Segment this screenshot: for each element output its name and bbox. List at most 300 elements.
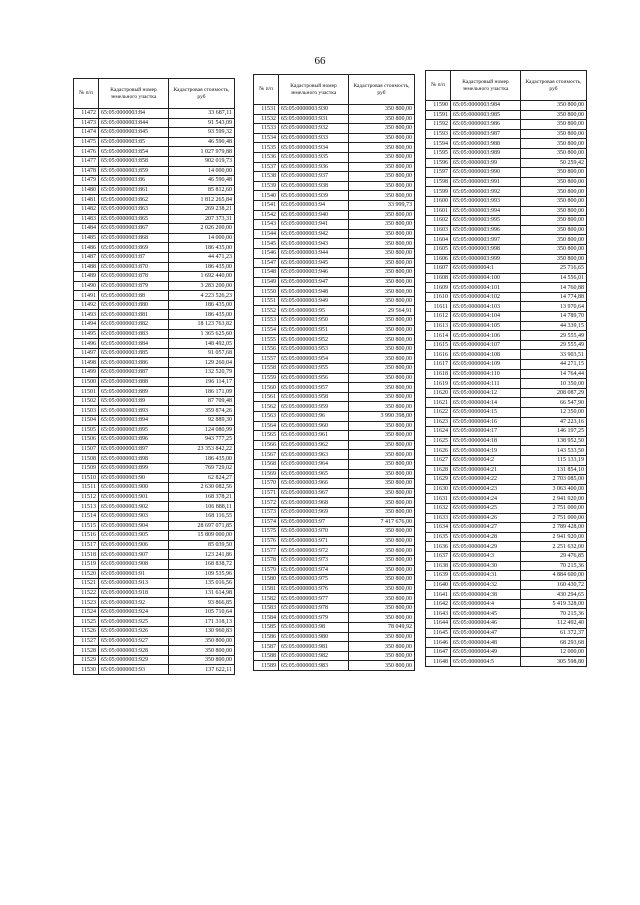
cadastral-number: 65:05:0000004:23 xyxy=(451,484,521,494)
row-number: 11573 xyxy=(254,507,279,517)
table-row xyxy=(74,598,235,608)
cadastral-number: 65:05:0000003:88 xyxy=(99,291,169,301)
cadastral-value: 115 133,19 xyxy=(521,455,587,465)
row-number: 11622 xyxy=(426,408,451,418)
row-number: 11482 xyxy=(74,204,99,214)
cadastral-value: 33 999,73 xyxy=(349,200,415,210)
row-number: 11527 xyxy=(74,636,99,646)
cadastral-value: 1 812 265,84 xyxy=(169,195,235,205)
table-row xyxy=(426,628,587,638)
row-number: 11514 xyxy=(74,511,99,521)
cadastral-number: 65:05:0000003:988 xyxy=(451,139,521,149)
row-number: 11575 xyxy=(254,527,279,537)
cadastral-value: 44 471,23 xyxy=(169,252,235,262)
table-row xyxy=(426,551,587,561)
cadastral-number: 65:05:0000003:976 xyxy=(279,584,349,594)
cadastral-number: 65:05:0000003:941 xyxy=(279,220,349,230)
row-number: 11586 xyxy=(254,632,279,642)
row-number: 11506 xyxy=(74,435,99,445)
row-number: 11607 xyxy=(426,264,451,274)
table-row xyxy=(426,542,587,552)
cadastral-number: 65:05:0000003:900 xyxy=(99,483,169,493)
cadastral-number: 65:05:0000003:989 xyxy=(451,148,521,158)
row-number: 11632 xyxy=(426,503,451,513)
cadastral-number: 65:05:0000003:957 xyxy=(279,383,349,393)
cadastral-value: 196 114,17 xyxy=(169,377,235,387)
row-number: 11582 xyxy=(254,594,279,604)
table-row xyxy=(426,312,587,322)
cadastral-value: 350 800,00 xyxy=(521,244,587,254)
cadastral-value: 350 800,00 xyxy=(349,114,415,124)
cadastral-table-2 xyxy=(253,74,415,671)
cadastral-value: 92 889,30 xyxy=(169,416,235,426)
cadastral-value: 350 800,00 xyxy=(349,421,415,431)
cadastral-value: 943 777,25 xyxy=(169,435,235,445)
row-number: 11578 xyxy=(254,555,279,565)
table-row xyxy=(426,196,587,206)
cadastral-value: 14 789,70 xyxy=(521,312,587,322)
table-row xyxy=(254,507,415,517)
cadastral-number: 65:05:0000003:942 xyxy=(279,229,349,239)
table-row xyxy=(426,321,587,331)
table-row xyxy=(426,235,587,245)
row-number: 11616 xyxy=(426,350,451,360)
cadastral-value: 12 000,00 xyxy=(521,647,587,657)
cadastral-value: 4 223 526,23 xyxy=(169,291,235,301)
table-row xyxy=(426,599,587,609)
row-number: 11530 xyxy=(74,665,99,675)
row-number: 11625 xyxy=(426,436,451,446)
table-row xyxy=(74,147,235,157)
table-row xyxy=(254,316,415,326)
table-row xyxy=(74,156,235,166)
cadastral-number: 65:05:0000003:930 xyxy=(279,105,349,115)
table-row xyxy=(74,502,235,512)
cadastral-number: 65:05:0000003:97 xyxy=(279,517,349,527)
cadastral-number: 65:05:0000003:884 xyxy=(99,339,169,349)
cadastral-number: 65:05:0000003:865 xyxy=(99,214,169,224)
cadastral-value: 2 941 920,00 xyxy=(521,494,587,504)
row-number: 11627 xyxy=(426,455,451,465)
cadastral-value: 350 800,00 xyxy=(349,133,415,143)
cadastral-number: 65:05:0000003:908 xyxy=(99,559,169,569)
table-row xyxy=(254,431,415,441)
cadastral-value: 61 372,37 xyxy=(521,628,587,638)
row-number: 11472 xyxy=(74,109,99,119)
table-row xyxy=(254,575,415,585)
header-cadastral-number: Кадастровый номер земельного участка xyxy=(279,75,349,105)
row-number: 11504 xyxy=(74,416,99,426)
table-row xyxy=(254,402,415,412)
cadastral-table-3 xyxy=(425,70,587,667)
cadastral-value: 70 215,36 xyxy=(521,561,587,571)
cadastral-value: 350 800,00 xyxy=(349,229,415,239)
row-number: 11545 xyxy=(254,239,279,249)
cadastral-value: 29 564,91 xyxy=(349,306,415,316)
cadastral-value: 350 800,00 xyxy=(349,450,415,460)
cadastral-number: 65:05:0000003:944 xyxy=(279,248,349,258)
cadastral-number: 65:05:0000004:111 xyxy=(451,379,521,389)
row-number: 11635 xyxy=(426,532,451,542)
table-row xyxy=(426,465,587,475)
cadastral-number: 65:05:0000003:869 xyxy=(99,243,169,253)
cadastral-number: 65:05:0000004:28 xyxy=(451,532,521,542)
cadastral-number: 65:05:0000004:16 xyxy=(451,417,521,427)
row-number: 11558 xyxy=(254,364,279,374)
cadastral-value: 350 800,00 xyxy=(349,124,415,134)
cadastral-value: 350 800,00 xyxy=(349,210,415,220)
cadastral-number: 65:05:0000003:966 xyxy=(279,479,349,489)
cadastral-value: 14 000,00 xyxy=(169,166,235,176)
row-number: 11569 xyxy=(254,469,279,479)
cadastral-number: 65:05:0000003:870 xyxy=(99,262,169,272)
cadastral-number: 65:05:0000004:12 xyxy=(451,388,521,398)
row-number: 11563 xyxy=(254,412,279,422)
row-number: 11610 xyxy=(426,292,451,302)
row-number: 11566 xyxy=(254,440,279,450)
row-number: 11617 xyxy=(426,360,451,370)
row-number: 11630 xyxy=(426,484,451,494)
cadastral-value: 350 800,00 xyxy=(521,225,587,235)
cadastral-value: 350 800,00 xyxy=(349,344,415,354)
cadastral-value: 44 339,15 xyxy=(521,321,587,331)
cadastral-value: 25 716,65 xyxy=(521,264,587,274)
cadastral-value: 3 063 400,00 xyxy=(521,484,587,494)
table-row xyxy=(74,569,235,579)
cadastral-number: 65:05:0000003:932 xyxy=(279,124,349,134)
row-number: 11539 xyxy=(254,181,279,191)
cadastral-number: 65:05:0000003:878 xyxy=(99,272,169,282)
table-row xyxy=(74,454,235,464)
cadastral-value: 106 888,11 xyxy=(169,502,235,512)
cadastral-value: 350 800,00 xyxy=(169,636,235,646)
row-number: 11588 xyxy=(254,651,279,661)
row-number: 11544 xyxy=(254,229,279,239)
cadastral-number: 65:05:0000003:980 xyxy=(279,632,349,642)
cadastral-value: 350 800,00 xyxy=(349,364,415,374)
row-number: 11596 xyxy=(426,158,451,168)
row-number: 11599 xyxy=(426,187,451,197)
cadastral-value: 91 543,09 xyxy=(169,118,235,128)
cadastral-value: 350 800,00 xyxy=(349,162,415,172)
row-number: 11597 xyxy=(426,168,451,178)
table-row xyxy=(254,479,415,489)
cadastral-value: 350 800,00 xyxy=(349,555,415,565)
row-number: 11512 xyxy=(74,492,99,502)
cadastral-number: 65:05:0000003:973 xyxy=(279,555,349,565)
cadastral-value: 124 080,99 xyxy=(169,425,235,435)
cadastral-value: 350 800,00 xyxy=(349,335,415,345)
row-number: 11593 xyxy=(426,129,451,139)
cadastral-value: 350 800,00 xyxy=(521,120,587,130)
row-number: 11565 xyxy=(254,431,279,441)
row-number: 11541 xyxy=(254,200,279,210)
cadastral-value: 2 751 000,00 xyxy=(521,503,587,513)
cadastral-number: 65:05:0000003:996 xyxy=(451,225,521,235)
row-number: 11592 xyxy=(426,120,451,130)
table-row xyxy=(254,114,415,124)
header-num: № п/п xyxy=(254,75,279,105)
cadastral-number: 65:05:0000003:845 xyxy=(99,128,169,138)
cadastral-value: 112 492,40 xyxy=(521,619,587,629)
table-row xyxy=(254,124,415,134)
table-row xyxy=(254,191,415,201)
row-number: 11549 xyxy=(254,277,279,287)
table-row xyxy=(74,137,235,147)
cadastral-value: 350 800,00 xyxy=(521,187,587,197)
cadastral-number: 65:05:0000004:103 xyxy=(451,302,521,312)
cadastral-number: 65:05:0000003:969 xyxy=(279,507,349,517)
table-row xyxy=(426,110,587,120)
cadastral-value: 350 800,00 xyxy=(349,373,415,383)
row-number: 11637 xyxy=(426,551,451,561)
cadastral-value: 350 800,00 xyxy=(521,148,587,158)
cadastral-value: 350 800,00 xyxy=(349,220,415,230)
cadastral-number: 65:05:0000003:945 xyxy=(279,258,349,268)
cadastral-number: 65:05:0000003:948 xyxy=(279,287,349,297)
cadastral-value: 168 116,55 xyxy=(169,511,235,521)
table-row xyxy=(254,335,415,345)
cadastral-value: 138 952,50 xyxy=(521,436,587,446)
row-number: 11598 xyxy=(426,177,451,187)
row-number: 11524 xyxy=(74,607,99,617)
table-row xyxy=(74,166,235,176)
table-row xyxy=(254,594,415,604)
table-row xyxy=(254,344,415,354)
cadastral-number: 65:05:0000003:933 xyxy=(279,133,349,143)
cadastral-number: 65:05:0000003:85 xyxy=(99,137,169,147)
table-row xyxy=(426,216,587,226)
cadastral-number: 65:05:0000003:862 xyxy=(99,195,169,205)
table-row xyxy=(426,609,587,619)
row-number: 11644 xyxy=(426,619,451,629)
cadastral-number: 65:05:0000003:968 xyxy=(279,498,349,508)
row-number: 11546 xyxy=(254,248,279,258)
cadastral-number: 65:05:0000003:953 xyxy=(279,344,349,354)
cadastral-value: 350 800,00 xyxy=(349,258,415,268)
row-number: 11516 xyxy=(74,531,99,541)
cadastral-number: 65:05:0000003:881 xyxy=(99,310,169,320)
table-row xyxy=(426,264,587,274)
cadastral-number: 65:05:0000003:955 xyxy=(279,364,349,374)
cadastral-number: 65:05:0000003:940 xyxy=(279,210,349,220)
table-row xyxy=(426,417,587,427)
cadastral-value: 350 800,00 xyxy=(349,191,415,201)
table-row xyxy=(426,513,587,523)
row-number: 11645 xyxy=(426,628,451,638)
row-number: 11550 xyxy=(254,287,279,297)
cadastral-value: 350 800,00 xyxy=(521,235,587,245)
cadastral-value: 269 238,21 xyxy=(169,204,235,214)
table-row xyxy=(426,580,587,590)
row-number: 11511 xyxy=(74,483,99,493)
table-row xyxy=(426,647,587,657)
cadastral-value: 14 556,01 xyxy=(521,273,587,283)
cadastral-value: 350 800,00 xyxy=(349,565,415,575)
cadastral-value: 350 800,00 xyxy=(349,603,415,613)
cadastral-number: 65:05:0000004:18 xyxy=(451,436,521,446)
row-number: 11615 xyxy=(426,340,451,350)
table-row xyxy=(426,408,587,418)
table-row xyxy=(74,483,235,493)
table-row xyxy=(74,272,235,282)
cadastral-number: 65:05:0000003:985 xyxy=(451,110,521,120)
cadastral-value: 33 903,51 xyxy=(521,350,587,360)
cadastral-number: 65:05:0000003:918 xyxy=(99,588,169,598)
table-row xyxy=(426,177,587,187)
cadastral-value: 350 800,00 xyxy=(349,383,415,393)
cadastral-value: 15 809 000,00 xyxy=(169,531,235,541)
table-row xyxy=(74,444,235,454)
table-row xyxy=(254,459,415,469)
cadastral-number: 65:05:0000003:964 xyxy=(279,459,349,469)
cadastral-number: 65:05:0000003:904 xyxy=(99,521,169,531)
table-row xyxy=(74,262,235,272)
row-number: 11638 xyxy=(426,561,451,571)
table-row xyxy=(254,248,415,258)
table-row xyxy=(254,584,415,594)
cadastral-number: 65:05:0000003:87 xyxy=(99,252,169,262)
cadastral-number: 65:05:0000003:90 xyxy=(99,473,169,483)
row-number: 11609 xyxy=(426,283,451,293)
cadastral-number: 65:05:0000004:3 xyxy=(451,551,521,561)
cadastral-number: 65:05:0000003:938 xyxy=(279,181,349,191)
cadastral-number: 65:05:0000004:24 xyxy=(451,494,521,504)
row-number: 11523 xyxy=(74,598,99,608)
cadastral-value: 123 241,86 xyxy=(169,550,235,560)
row-number: 11606 xyxy=(426,254,451,264)
cadastral-number: 65:05:0000004:30 xyxy=(451,561,521,571)
row-number: 11503 xyxy=(74,406,99,416)
table-header-row xyxy=(254,75,415,105)
cadastral-number: 65:05:0000003:859 xyxy=(99,166,169,176)
cadastral-value: 2 941 920,00 xyxy=(521,532,587,542)
cadastral-value: 78 049,92 xyxy=(349,623,415,633)
cadastral-value: 350 800,00 xyxy=(349,402,415,412)
cadastral-value: 168 378,21 xyxy=(169,492,235,502)
cadastral-number: 65:05:0000003:889 xyxy=(99,387,169,397)
row-number: 11553 xyxy=(254,316,279,326)
row-number: 11574 xyxy=(254,517,279,527)
row-number: 11507 xyxy=(74,444,99,454)
cadastral-value: 7 417 676,00 xyxy=(349,517,415,527)
table-row xyxy=(254,565,415,575)
table-row xyxy=(426,360,587,370)
row-number: 11628 xyxy=(426,465,451,475)
row-number: 11648 xyxy=(426,657,451,667)
row-number: 11624 xyxy=(426,427,451,437)
cadastral-table-1 xyxy=(73,78,235,675)
cadastral-value: 143 533,50 xyxy=(521,446,587,456)
cadastral-number: 65:05:0000004:22 xyxy=(451,475,521,485)
table-row xyxy=(426,503,587,513)
row-number: 11491 xyxy=(74,291,99,301)
row-number: 11489 xyxy=(74,272,99,282)
row-number: 11522 xyxy=(74,588,99,598)
cadastral-value: 350 800,00 xyxy=(349,392,415,402)
cadastral-number: 65:05:0000003:861 xyxy=(99,185,169,195)
cadastral-value: 109 535,96 xyxy=(169,569,235,579)
cadastral-value: 3 990 398,00 xyxy=(349,412,415,422)
row-number: 11535 xyxy=(254,143,279,153)
row-number: 11604 xyxy=(426,235,451,245)
table-row xyxy=(74,320,235,330)
row-number: 11497 xyxy=(74,348,99,358)
cadastral-number: 65:05:0000003:95 xyxy=(279,306,349,316)
cadastral-value: 350 800,00 xyxy=(521,101,587,111)
row-number: 11517 xyxy=(74,540,99,550)
cadastral-number: 65:05:0000003:893 xyxy=(99,406,169,416)
table-row xyxy=(426,302,587,312)
row-number: 11536 xyxy=(254,152,279,162)
row-number: 11515 xyxy=(74,521,99,531)
cadastral-number: 65:05:0000003:896 xyxy=(99,435,169,445)
cadastral-value: 14 760,88 xyxy=(521,283,587,293)
cadastral-value: 132 520,79 xyxy=(169,368,235,378)
cadastral-value: 44 271,15 xyxy=(521,360,587,370)
table-row xyxy=(254,133,415,143)
cadastral-number: 65:05:0000003:998 xyxy=(451,244,521,254)
cadastral-value: 12 350,00 xyxy=(521,408,587,418)
table-row xyxy=(254,258,415,268)
table-row xyxy=(74,387,235,397)
table-row xyxy=(254,392,415,402)
row-number: 11623 xyxy=(426,417,451,427)
cadastral-number: 65:05:0000003:965 xyxy=(279,469,349,479)
cadastral-number: 65:05:0000003:987 xyxy=(451,129,521,139)
cadastral-value: 70 215,36 xyxy=(521,609,587,619)
table-row xyxy=(74,550,235,560)
row-number: 11567 xyxy=(254,450,279,460)
cadastral-number: 65:05:0000004:104 xyxy=(451,312,521,322)
cadastral-value: 4 884 600,00 xyxy=(521,571,587,581)
cadastral-number: 65:05:0000003:894 xyxy=(99,416,169,426)
cadastral-number: 65:05:0000003:994 xyxy=(451,206,521,216)
cadastral-number: 65:05:0000003:902 xyxy=(99,502,169,512)
cadastral-number: 65:05:0000003:927 xyxy=(99,636,169,646)
row-number: 11587 xyxy=(254,642,279,652)
row-number: 11636 xyxy=(426,542,451,552)
cadastral-number: 65:05:0000003:981 xyxy=(279,642,349,652)
cadastral-number: 65:05:0000003:997 xyxy=(451,235,521,245)
table-row xyxy=(426,120,587,130)
cadastral-number: 65:05:0000003:96 xyxy=(279,412,349,422)
table-row xyxy=(74,646,235,656)
cadastral-value: 350 800,00 xyxy=(349,296,415,306)
cadastral-number: 65:05:0000003:971 xyxy=(279,536,349,546)
row-number: 11572 xyxy=(254,498,279,508)
cadastral-value: 350 800,00 xyxy=(349,268,415,278)
cadastral-value: 66 547,90 xyxy=(521,398,587,408)
cadastral-value: 350 800,00 xyxy=(349,527,415,537)
cadastral-value: 350 800,00 xyxy=(349,584,415,594)
table-row xyxy=(426,446,587,456)
row-number: 11595 xyxy=(426,148,451,158)
header-cadastral-value: Кадастровая стоимость, руб xyxy=(521,71,587,101)
cadastral-value: 62 824,27 xyxy=(169,473,235,483)
cadastral-value: 160 430,72 xyxy=(521,580,587,590)
header-cadastral-value: Кадастровая стоимость, руб xyxy=(169,79,235,109)
row-number: 11498 xyxy=(74,358,99,368)
cadastral-number: 65:05:0000003:86 xyxy=(99,176,169,186)
table-row xyxy=(254,623,415,633)
row-number: 11591 xyxy=(426,110,451,120)
table-row xyxy=(254,412,415,422)
row-number: 11542 xyxy=(254,210,279,220)
cadastral-value: 2 751 000,00 xyxy=(521,513,587,523)
table-row xyxy=(254,220,415,230)
header-cadastral-number: Кадастровый номер земельного участка xyxy=(451,71,521,101)
